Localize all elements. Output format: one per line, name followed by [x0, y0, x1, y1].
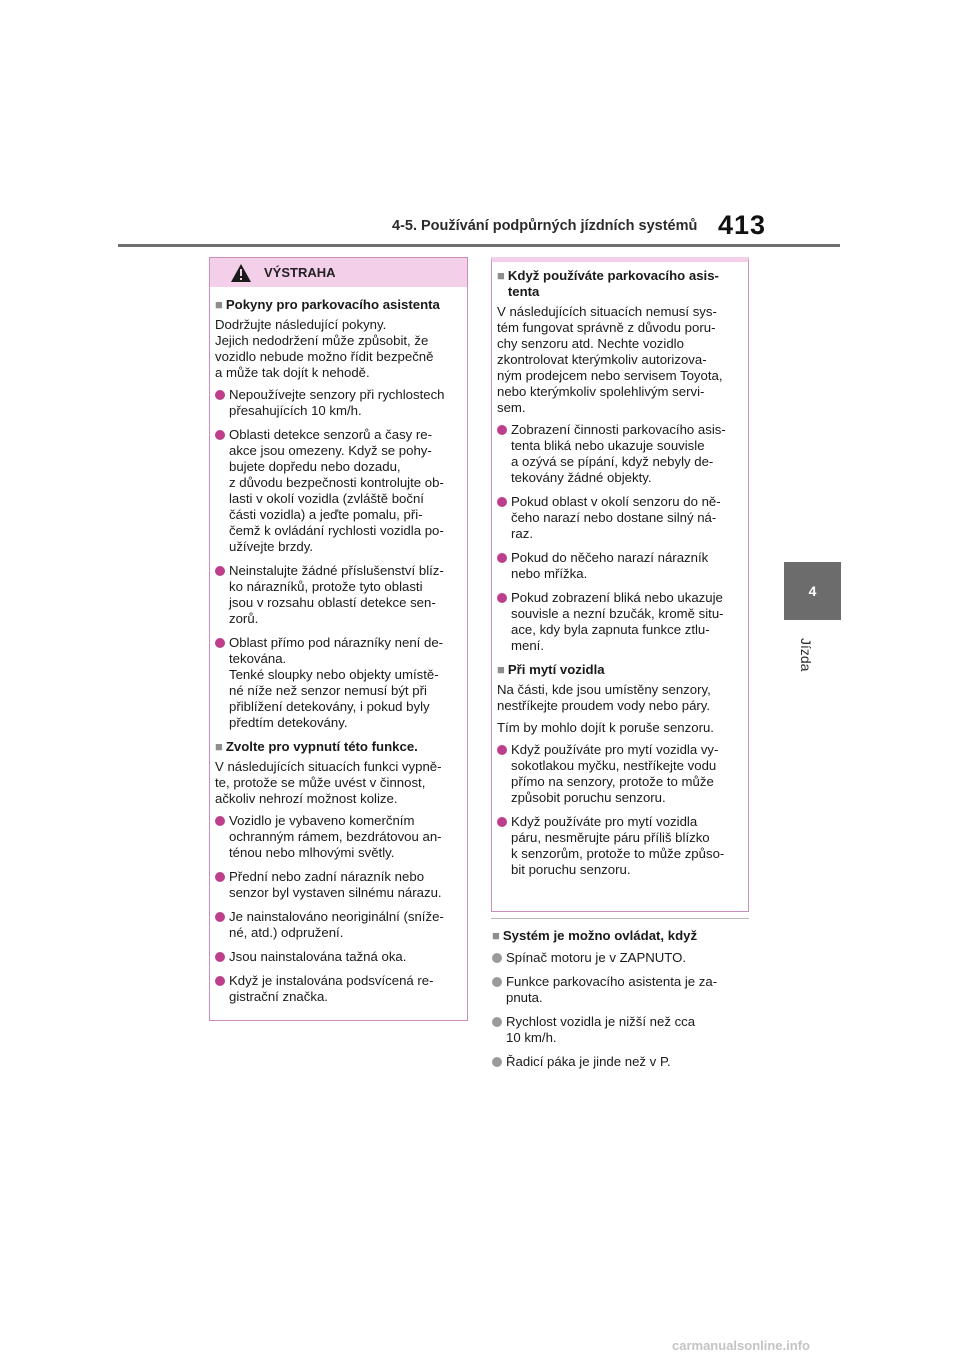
chapter-label-text: Jízda	[798, 638, 814, 672]
list-item: Funkce parkovacího asistenta je za- pnuta.	[492, 974, 748, 1006]
warning-triangle-icon	[230, 263, 252, 283]
warning-header	[210, 258, 467, 287]
caution-content	[492, 262, 748, 878]
bullet-dot-icon	[215, 638, 225, 648]
paragraph: Dodržujte následující pokyny. Jejich nedodržení může způsobit, že vozidlo nebude možno řídit bezpečně a může tak dojít k nehodě.	[215, 317, 434, 380]
section-divider	[491, 918, 749, 919]
bullet-dot-icon	[497, 553, 507, 563]
bullet-dot-icon	[492, 1017, 502, 1027]
list-item: Když je instalována podsvícená re- gistrační značka.	[215, 973, 463, 1005]
paragraph: V následujících situacích nemusí sys- tém fungovat správně z důvodu poru- chy senzoru atd. Nechte vozidlo zkontrolovat kterýmkoliv autorizova- ným prodejcem nebo servisem Toyota, nebo kterýmkoliv spolehlivým servi- sem.	[497, 304, 723, 415]
page-number: 413	[718, 210, 767, 240]
list-item: Rychlost vozidla je nižší než cca 10 km/h.	[492, 1014, 748, 1046]
list-item: Nepoužívejte senzory při rychlostech přesahujících 10 km/h.	[215, 387, 463, 419]
square-bullet-icon: ■	[492, 928, 500, 943]
list-item: Pokud do něčeho narazí nárazník nebo mřížka.	[497, 550, 744, 582]
square-bullet-icon: ■	[215, 739, 223, 754]
list-item: Když používáte pro mytí vozidla páru, nesměrujte páru příliš blízko k senzorům, protože to může způso- bit poruchu senzoru.	[497, 814, 744, 878]
bullet-dot-icon	[497, 593, 507, 603]
list-item: Neinstalujte žádné příslušenství blíz- ko nárazníků, protože tyto oblasti jsou v rozsahu oblastí detekce sen- zorů.	[215, 563, 463, 627]
bullet-dot-icon	[492, 977, 502, 987]
bullet-dot-icon	[497, 817, 507, 827]
list-item: Spínač motoru je v ZAPNUTO.	[492, 950, 748, 966]
bullet-dot-icon	[215, 912, 225, 922]
caution-box	[491, 257, 749, 912]
operation-section	[492, 924, 748, 1078]
list-item: Pokud zobrazení bliká nebo ukazuje souvisle a nezní bzučák, kromě situ- ace, kdy byla zapnuta funkce ztlu- mení.	[497, 590, 744, 654]
list-item: Pokud oblast v okolí senzoru do ně- čeho narazí nebo dostane silný ná- raz.	[497, 494, 744, 542]
warning-heading: VÝSTRAHA	[264, 265, 336, 280]
bullet-dot-icon	[497, 425, 507, 435]
paragraph: Na části, kde jsou umístěny senzory, nestříkejte proudem vody nebo páry.	[497, 682, 711, 713]
chapter-number: 4	[808, 583, 817, 599]
square-bullet-icon: ■	[497, 662, 505, 677]
section-title: 4-5. Používání podpůrných jízdních systémů	[392, 218, 698, 234]
list-item: Je nainstalováno neoriginální (sníže- né, atd.) odpružení.	[215, 909, 463, 941]
header-rule	[118, 244, 840, 247]
bullet-dot-icon	[497, 497, 507, 507]
square-bullet-icon: ■	[497, 268, 505, 283]
section-heading: ■ Při mytí vozidla	[497, 662, 605, 677]
paragraph: V následujících situacích funkci vypně- te, protože se může uvést v činnost, ačkoliv nehrozí možnost kolize.	[215, 759, 442, 806]
section-heading: ■ Pokyny pro parkovacího asistenta	[215, 297, 440, 312]
bullet-dot-icon	[492, 1057, 502, 1067]
list-item: Oblasti detekce senzorů a časy re- akce jsou omezeny. Když se pohy- bujete dopředu nebo dozadu, z důvodu bezpečnosti kontrolujte ob- lasti v okolí vozidla (zvláště boční části vozidla) a jeďte pomalu, při- čemž k ovládání rychlosti vozidla po- užívejte brzdy.	[215, 427, 463, 555]
bullet-dot-icon	[215, 430, 225, 440]
bullet-dot-icon	[215, 566, 225, 576]
chapter-label	[794, 632, 834, 672]
list-item: Když používáte pro mytí vozidla vy- sokotlakou myčku, nestříkejte vodu přímo na senzory, protože to může způsobit poruchu senzoru.	[497, 742, 744, 806]
bullet-dot-icon	[215, 390, 225, 400]
bullet-dot-icon	[215, 952, 225, 962]
chapter-tab[interactable]	[784, 562, 841, 620]
warning-content	[210, 287, 467, 1005]
list-item: Vozidlo je vybaveno komerčním ochranným rámem, bezdrátovou an- ténou nebo mlhovými světly.	[215, 813, 463, 861]
list-item: Jsou nainstalována tažná oka.	[215, 949, 463, 965]
bullet-dot-icon	[215, 816, 225, 826]
section-heading: ■ Systém je možno ovládat, když	[492, 928, 698, 943]
paragraph: Tím by mohlo dojít k poruše senzoru.	[497, 720, 714, 735]
bullet-dot-icon	[497, 745, 507, 755]
section-heading: ■ Zvolte pro vypnutí této funkce.	[215, 739, 418, 754]
warning-box	[209, 257, 468, 1021]
square-bullet-icon: ■	[215, 297, 223, 312]
list-item: Zobrazení činnosti parkovacího asis- tenta bliká nebo ukazuje souvisle a ozývá se pípání, když nebyly de- tekovány žádné objekty.	[497, 422, 744, 486]
bullet-dot-icon	[215, 976, 225, 986]
list-item: Přední nebo zadní nárazník nebo senzor byl vystaven silnému nárazu.	[215, 869, 463, 901]
section-heading: ■ Když používáte parkovacího asis- tenta	[497, 268, 719, 299]
list-item: Oblast přímo pod nárazníky není de- tekována. Tenké sloupky nebo objekty umístě- né níže než senzor nemusí být při přiblížení detekovány, i pokud byly předtím detekovány.	[215, 635, 463, 731]
bullet-dot-icon	[492, 953, 502, 963]
watermark: carmanualsonline.info	[672, 1338, 810, 1353]
bullet-dot-icon	[215, 872, 225, 882]
list-item: Řadicí páka je jinde než v P.	[492, 1054, 748, 1070]
